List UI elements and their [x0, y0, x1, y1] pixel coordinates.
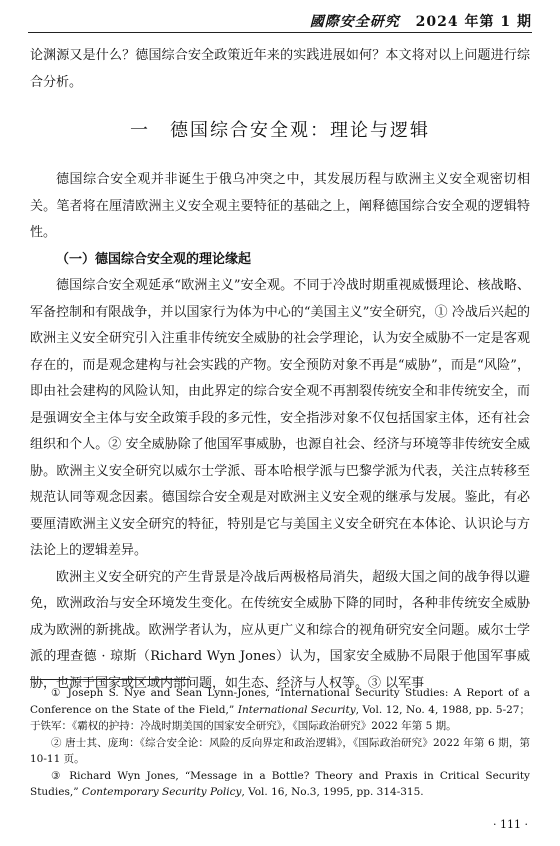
footnote-2: ② 唐士其、庞珣：《综合安全论：风险的反向界定和政治逻辑》，《国际政治研究》2022 年第 6 期，第 10-11 页。 [30, 736, 530, 765]
paragraph-2: 欧洲主义安全研究的产生背景是冷战后两极格局消失，超级大国之间的战争得以避免，欧洲政治与安全环境发生变化。在传统安全威胁下降的同时，各种非传统安全威胁成为欧洲的新挑战。欧洲学者认为，应从更广义和综合的视角研究安全问题。威尔士学派的理查德 · 琼斯（Richard Wyn Jones）认为，国家安全威胁不局限于他国军事威胁，也源于国家或区域内部问题，如生态、经济与人权等。③ 以军事 [30, 569, 530, 691]
running-header [310, 11, 532, 31]
issue-label: 2024 年第 1 期 [415, 14, 532, 30]
section-title: 一 德国综合安全观：理论与逻辑 [130, 120, 430, 141]
page-number: · 111 · [493, 818, 528, 831]
paragraph-1: 德国综合安全观延承“欧洲主义”安全观。不同于冷战时期重视威慑理论、核战略、军备控制和有限战争，并以国家行为体为中心的“美国主义”安全研究，① 冷战后兴起的欧洲主义安全研究引入注重非传统安全威胁的社会学理论，认为安全威胁不一定是客观存在的，而是观念建构与社会实践的产物。安全预防对象不再是“威胁”，而是“风险”，即由社会建构的风险认知，由此界定的综合安全观不再割裂传统安全和非传统安全，而是强调安全主体与安全政策手段的多元性，安全指涉对象不仅包括国家主体，还有社会组织和个人。② 安全威胁除了他国军事威胁，也源自社会、经济与环境等非传统安全威胁。欧洲主义安全研究以威尔士学派、哥本哈根学派与巴黎学派为代表，关注点转移至规范认同等观念因素。德国综合安全观是对欧洲主义安全观的继承与发展。鉴此，有必要厘清欧洲主义安全研究的特征，特别是它与美国主义安全研究在本体论、认识论与方法论上的逻辑差异。 [30, 278, 530, 558]
intro-block [30, 43, 530, 96]
footnotes [30, 685, 530, 801]
journal-name: 國際安全研究 [309, 14, 400, 30]
main-body [30, 167, 530, 697]
footnote-1: ① Joseph S. Nye and Sean Lynn-Jones, “International Security Studies: A Report of a Conference on the State of the Field,” International Security, Vol. 12, No. 4, 1988, pp. 5-27；于铁军：《霸权的护持：冷战时期美国的国家安全研究》，《国际政治研究》2022 年第 5 期。 [30, 687, 530, 732]
footnote-3: ③ Richard Wyn Jones, “Message in a Bottle? Theory and Praxis in Critical Security Studies,” Contemporary Security Policy, Vol. 16, No.3, 1995, pp. 314-315. [30, 769, 530, 798]
footnote-rule [30, 679, 190, 680]
header-rule [28, 32, 532, 33]
intro-paragraph: 论渊源又是什么？德国综合安全政策近年来的实践进展如何？本文将对以上问题进行综合分析。 [30, 48, 530, 90]
lead-paragraph: 德国综合安全观并非诞生于俄乌冲突之中，其发展历程与欧洲主义安全观密切相关。笔者将在厘清欧洲主义安全观主要特征的基础之上，阐释德国综合安全观的逻辑特性。 [30, 172, 530, 240]
subsection-title: （一）德国综合安全观的理论缘起 [56, 251, 252, 267]
